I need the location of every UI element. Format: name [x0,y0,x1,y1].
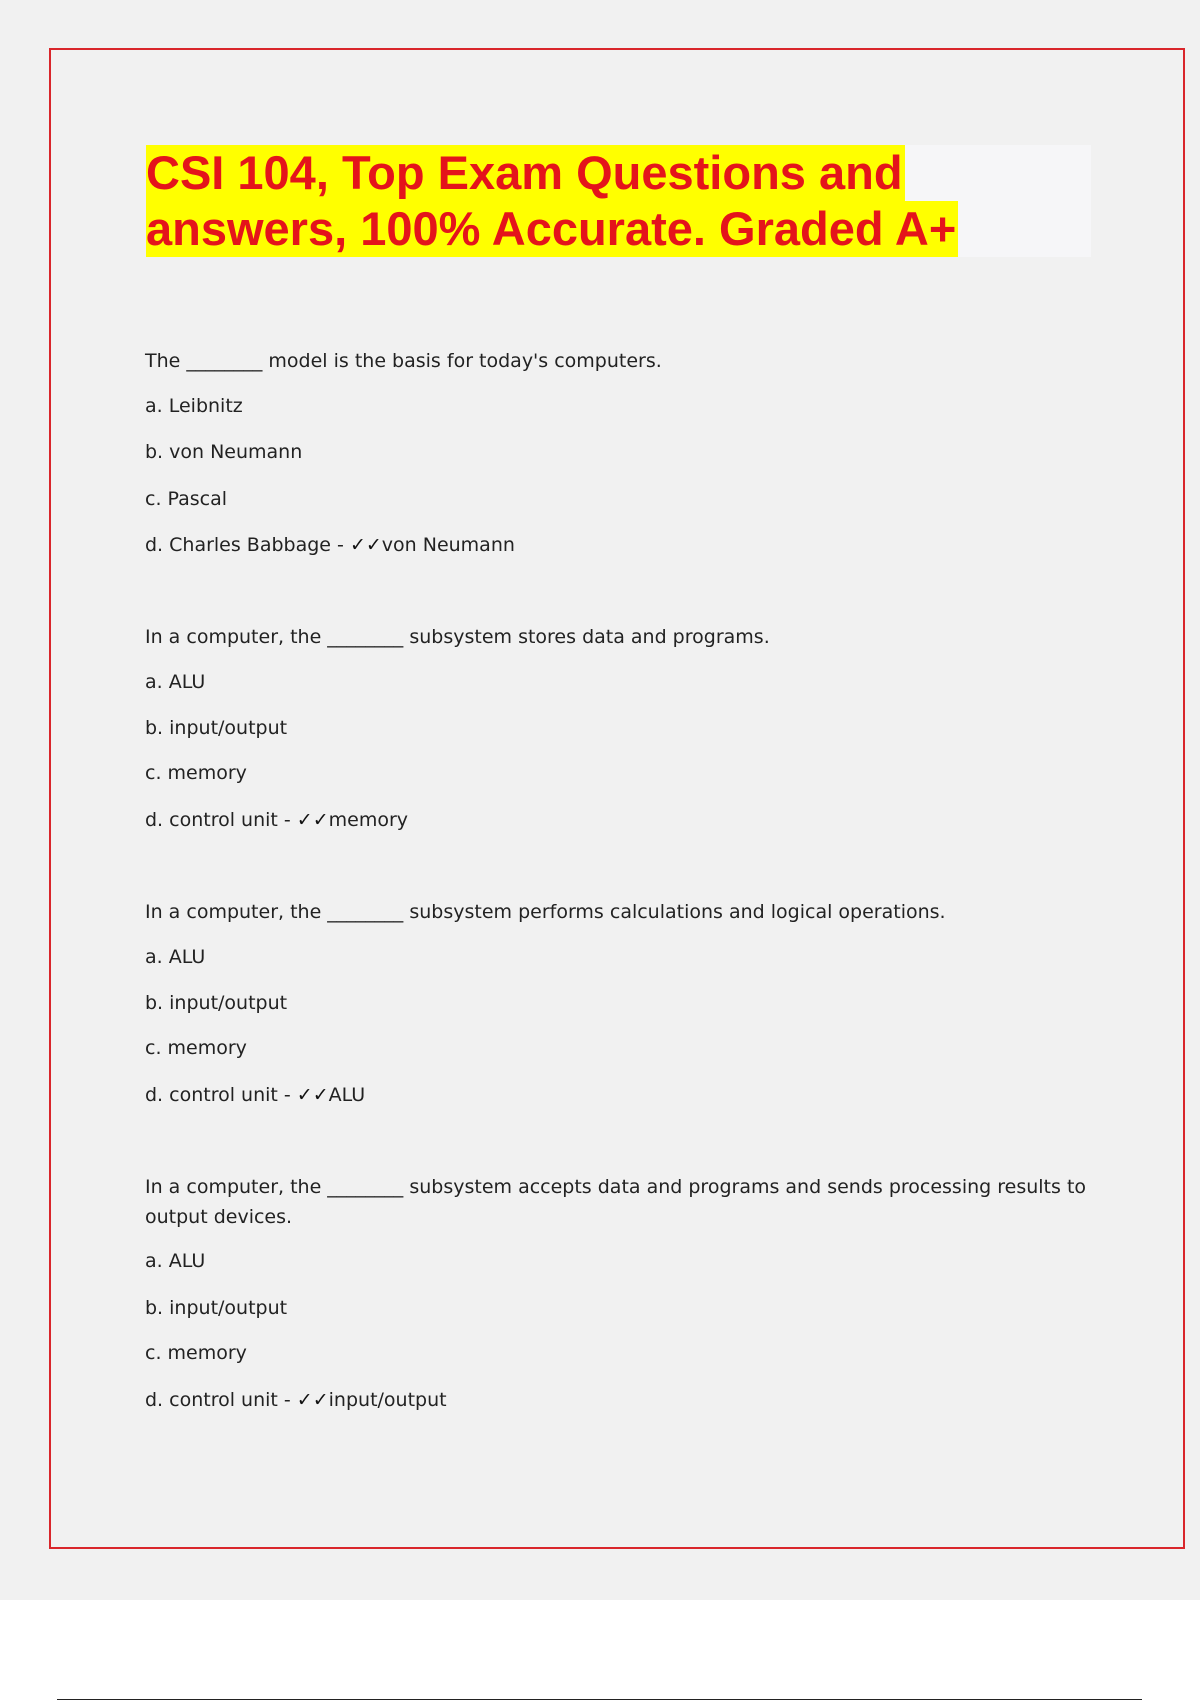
question-text: In a computer, the ________ subsystem performs calculations and logical operations. [145,901,946,923]
option-d: d. Charles Babbage - [145,534,350,556]
check-mark-icon: ✓✓ [349,534,382,556]
option-a: a. Leibnitz [145,395,243,417]
option-d-with-answer [145,1385,447,1415]
document-title [146,145,1091,257]
option-c: c. memory [145,1342,247,1364]
question-text-line-1: In a computer, the ________ subsystem accepts data and programs and sends processing results to [145,1176,1087,1198]
title-line-1: CSI 104, Top Exam Questions and [146,146,903,199]
option-a: a. ALU [145,671,206,693]
answer-text: input/output [328,1389,447,1411]
question-text-line-2: output devices. [145,1206,293,1228]
title-line-2: answers, 100% Accurate. Graded A+ [146,202,957,255]
option-b: b. input/output [145,717,288,739]
option-b: b. input/output [145,992,288,1014]
answer-text: von Neumann [381,534,515,556]
check-mark-icon: ✓✓ [296,809,329,831]
option-a: a. ALU [145,946,206,968]
option-c: c. Pascal [145,488,228,510]
check-mark-icon: ✓✓ [296,1084,329,1106]
option-d-with-answer [145,530,515,560]
option-c: c. memory [145,762,247,784]
check-mark-icon: ✓✓ [296,1389,329,1411]
option-d: d. control unit - [145,1084,297,1106]
option-d-with-answer [145,805,408,835]
option-d-with-answer [145,1080,365,1110]
answer-text: memory [328,809,409,831]
option-a: a. ALU [145,1250,206,1272]
question-text: The ________ model is the basis for today's computers. [145,350,662,372]
option-d: d. control unit - [145,1389,297,1411]
option-b: b. von Neumann [145,441,303,463]
option-c: c. memory [145,1037,247,1059]
option-b: b. input/output [145,1297,288,1319]
question-text: In a computer, the ________ subsystem stores data and programs. [145,626,770,648]
document-frame [49,48,1185,1549]
answer-text: ALU [328,1084,366,1106]
option-d: d. control unit - [145,809,297,831]
